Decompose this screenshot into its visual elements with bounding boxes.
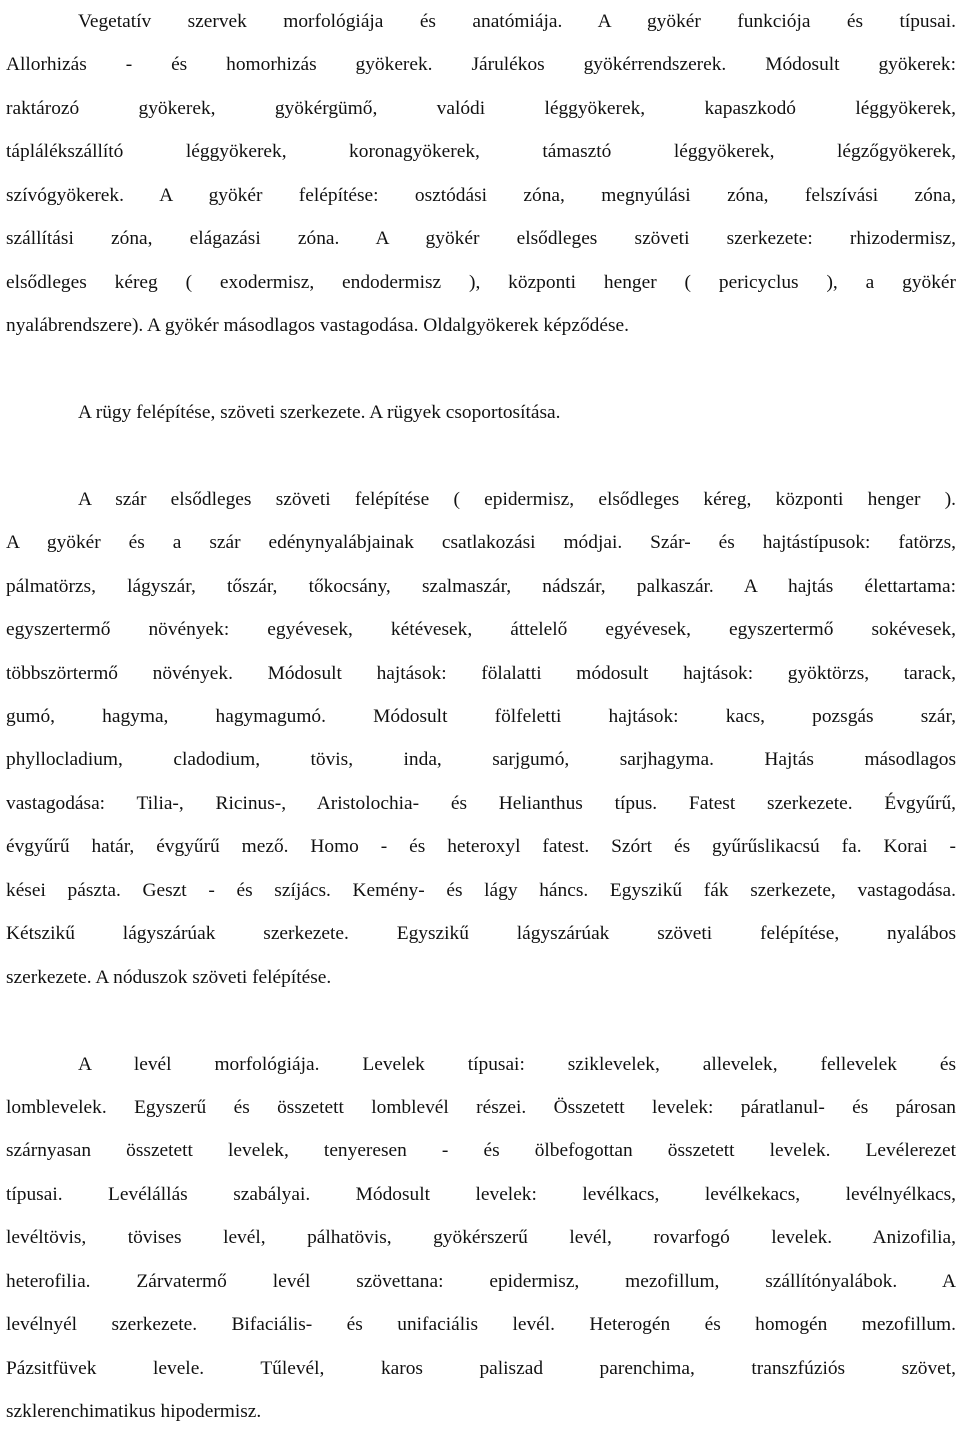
document-page	[6, 0, 956, 1433]
text-line: Vegetatív szervek morfológiája és anatómiája. A gyökér funkciója és típusai.	[6, 0, 956, 43]
text-line: levéltövis, tövises levél, pálhatövis, gyökérszerű levél, rovarfogó levelek. Anizofilia,	[6, 1216, 956, 1259]
paragraph-root	[6, 0, 956, 348]
text-line: levélnyél szerkezete. Bifaciális- és unifaciális levél. Heterogén és homogén mezofillum.	[6, 1303, 956, 1346]
text-line: pálmatörzs, lágyszár, tőszár, tőkocsány, szalmaszár, nádszár, palkaszár. A hajtás élettartama:	[6, 565, 956, 608]
paragraph-bud	[6, 391, 956, 434]
text-line: szárnyasan összetett levelek, tenyeresen - és ölbefogottan összetett levelek. Levélerezet	[6, 1129, 956, 1172]
paragraph-spacer	[6, 434, 956, 477]
text-line: Allorhizás - és homorhizás gyökerek. Járulékos gyökérrendszerek. Módosult gyökerek:	[6, 43, 956, 86]
text-line: elsődleges kéreg ( exodermisz, endodermisz ), központi henger ( pericyclus ), a gyökér	[6, 261, 956, 304]
paragraph-spacer	[6, 348, 956, 391]
text-line: raktározó gyökerek, gyökérgümő, valódi léggyökerek, kapaszkodó léggyökerek,	[6, 87, 956, 130]
text-line: A gyökér és a szár edénynyalábjainak csatlakozási módjai. Szár- és hajtástípusok: fatörzs,	[6, 521, 956, 564]
text-line: gumó, hagyma, hagymagumó. Módosult fölfeletti hajtások: kacs, pozsgás szár,	[6, 695, 956, 738]
text-line: phyllocladium, cladodium, tövis, inda, sarjgumó, sarjhagyma. Hajtás másodlagos	[6, 738, 956, 781]
text-line: évgyűrű határ, évgyűrű mező. Homo - és heteroxyl fatest. Szórt és gyűrűslikacsú fa. Korai -	[6, 825, 956, 868]
text-line: nyalábrendszere). A gyökér másodlagos vastagodása. Oldalgyökerek képződése.	[6, 304, 956, 347]
paragraph-leaf	[6, 1043, 956, 1433]
text-line: típusai. Levélállás szabályai. Módosult levelek: levélkacs, levélkekacs, levélnyélkacs,	[6, 1173, 956, 1216]
text-line: vastagodása: Tilia-, Ricinus-, Aristolochia- és Helianthus típus. Fatest szerkezete. Évgyűrű,	[6, 782, 956, 825]
text-line: szállítási zóna, elágazási zóna. A gyökér elsődleges szöveti szerkezete: rhizodermisz,	[6, 217, 956, 260]
text-line: kései pászta. Geszt - és szíjács. Kemény- és lágy háncs. Egyszikű fák szerkezete, vastagodása.	[6, 869, 956, 912]
text-line: heterofilia. Zárvatermő levél szövettana: epidermisz, mezofillum, szállítónyalábok. A	[6, 1260, 956, 1303]
text-line: Kétszikű lágyszárúak szerkezete. Egyszikű lágyszárúak szöveti felépítése, nyalábos	[6, 912, 956, 955]
paragraph-stem	[6, 478, 956, 999]
text-line: A rügy felépítése, szöveti szerkezete. A rügyek csoportosítása.	[6, 391, 956, 434]
text-line: A szár elsődleges szöveti felépítése ( epidermisz, elsődleges kéreg, központi henger ).	[6, 478, 956, 521]
text-line: táplálékszállító léggyökerek, koronagyökerek, támasztó léggyökerek, légzőgyökerek,	[6, 130, 956, 173]
text-line: szklerenchimatikus hipodermisz.	[6, 1390, 956, 1433]
text-line: A levél morfológiája. Levelek típusai: sziklevelek, allevelek, fellevelek és	[6, 1043, 956, 1086]
paragraph-spacer	[6, 999, 956, 1042]
text-line: szerkezete. A nóduszok szöveti felépítése.	[6, 956, 956, 999]
text-line: többszörtermő növények. Módosult hajtások: fölalatti módosult hajtások: gyöktörzs, tarack,	[6, 652, 956, 695]
text-line: Pázsitfüvek levele. Tűlevél, karos paliszad parenchima, transzfúziós szövet,	[6, 1347, 956, 1390]
text-line: szívógyökerek. A gyökér felépítése: osztódási zóna, megnyúlási zóna, felszívási zóna,	[6, 174, 956, 217]
text-line: lomblevelek. Egyszerű és összetett lomblevél részei. Összetett levelek: páratlanul- és párosan	[6, 1086, 956, 1129]
text-line: egyszertermő növények: egyévesek, kétévesek, áttelelő egyévesek, egyszertermő sokévesek,	[6, 608, 956, 651]
